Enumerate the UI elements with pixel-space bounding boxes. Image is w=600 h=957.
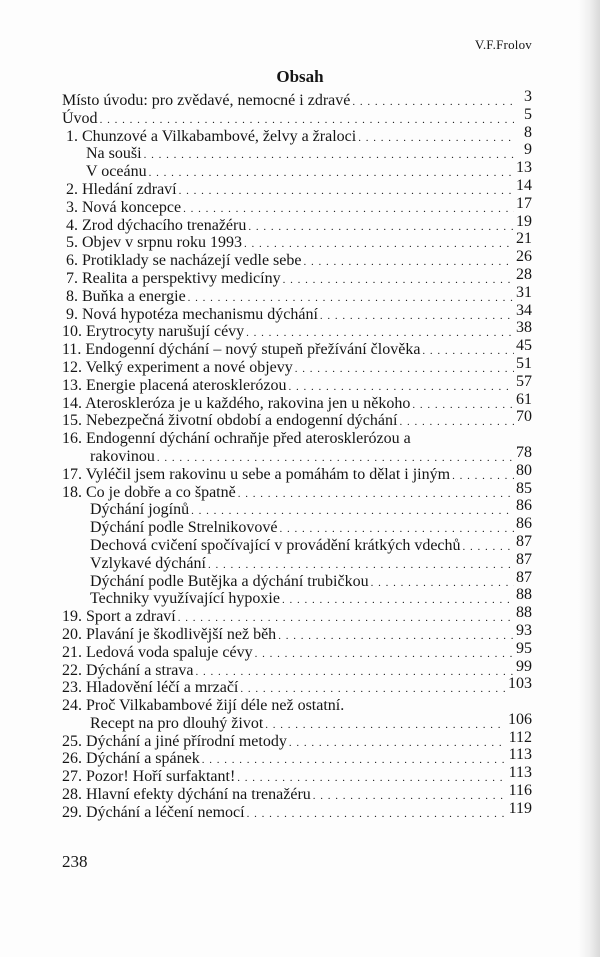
dot-leader	[238, 486, 514, 504]
toc-entry	[62, 123, 532, 146]
toc-entry-title: 22. Dýchání a strava	[62, 661, 194, 679]
toc-entry	[62, 176, 532, 199]
dot-leader	[295, 361, 514, 379]
toc-entry	[62, 443, 532, 466]
toc-entry-title: 20. Plavání je škodlivější než běh	[62, 625, 277, 643]
toc-entry	[62, 301, 532, 324]
toc-entry-page: 21	[516, 230, 532, 248]
toc-entry-title: 9. Nová hypotéza mechanismu dýchání	[66, 305, 318, 323]
toc-entry	[62, 430, 532, 448]
toc-entry	[62, 230, 532, 252]
toc-entry-page: 86	[516, 497, 532, 515]
toc-entry-page: 119	[508, 799, 532, 817]
toc-entry	[62, 408, 532, 430]
toc-entry-title: 17. Vyléčil jsem rakovinu u sebe a pomáhám to dělat i jiným	[62, 465, 451, 483]
toc-entry-page: 9	[524, 141, 532, 159]
dot-leader	[179, 183, 514, 201]
toc-entry-title: Dýchání jogínů	[90, 501, 190, 519]
toc-entry	[62, 461, 532, 484]
toc-entry-page: 13	[516, 159, 532, 177]
toc-entry	[62, 782, 532, 804]
toc-entry	[62, 728, 532, 751]
toc-entry	[62, 532, 532, 555]
toc-entry-page: 14	[516, 176, 532, 194]
toc-entry-title: rakovinou	[90, 447, 155, 465]
dot-leader	[282, 592, 514, 610]
toc-entry	[62, 799, 532, 822]
toc-entry	[62, 194, 532, 217]
toc-entry-page: 28	[516, 265, 532, 283]
toc-entry	[62, 141, 532, 163]
dot-leader	[278, 628, 514, 646]
toc-entry-page: 38	[516, 319, 532, 337]
dot-leader	[422, 343, 514, 361]
toc-entry	[62, 159, 532, 181]
dot-leader	[196, 664, 514, 682]
toc-entry	[62, 568, 532, 591]
dot-leader	[371, 575, 514, 593]
toc-entry-title: 23. Hladovění léčí a mrzačí	[62, 679, 239, 697]
toc-entry	[62, 248, 532, 270]
toc-entry	[62, 764, 532, 786]
toc-entry	[62, 604, 532, 626]
toc-entry-page: 113	[508, 746, 532, 764]
toc-entry-title: 29. Dýchání a léčení nemocí	[62, 803, 245, 821]
toc-entry-page: 19	[516, 212, 532, 230]
toc-entry-title: Dechová cvičení spočívající v provádění krátkých vdechů	[90, 536, 461, 554]
toc-entry	[62, 710, 532, 733]
dot-leader	[320, 308, 514, 326]
dot-leader	[265, 717, 506, 735]
toc-entry-page: 87	[516, 550, 532, 568]
toc-entry-title: 13. Energie placená aterosklerózou	[62, 376, 287, 394]
toc-entry-title: 25. Dýchání a jiné přírodní metody	[62, 732, 287, 750]
toc-entry	[62, 550, 532, 573]
dot-leader	[352, 94, 514, 112]
page-edge-shadow	[578, 0, 600, 957]
toc-entry-title: 28. Hlavní efekty dýchání na trenažéru	[62, 786, 311, 804]
toc-entry-title: Dýchání podle Butějka a dýchání trubičkou	[90, 572, 369, 590]
toc-entry-page: 87	[516, 568, 532, 586]
toc-entry-page: 103	[508, 675, 532, 693]
toc-entry-title: Úvod	[62, 109, 98, 127]
toc-entry-page: 34	[516, 301, 532, 319]
dot-leader	[202, 752, 507, 770]
dot-leader	[248, 219, 514, 237]
toc-entry-title: 24. Proč Vilkabambové žijí déle než ostatní.	[62, 697, 345, 715]
toc-entry-title: 18. Co je dobře a co špatně	[62, 483, 236, 501]
toc-entry-page: 61	[516, 390, 532, 408]
toc-entry-page: 17	[516, 194, 532, 212]
toc-entry	[62, 479, 532, 502]
toc-entry	[62, 88, 532, 110]
toc-entry-title: Dýchání podle Strelnikovové	[90, 519, 278, 537]
toc-entry-page: 112	[508, 728, 532, 746]
dot-leader	[412, 397, 514, 415]
toc-entry-page: 78	[516, 443, 532, 461]
dot-leader	[303, 254, 514, 272]
toc-entry-page: 8	[524, 123, 532, 141]
toc-entry-title: 15. Nebezpečná životní období a endogenní dýchání	[62, 412, 398, 430]
toc-entry-title: Vzlykavé dýchání	[90, 554, 206, 572]
dot-leader	[452, 468, 514, 486]
toc-entry	[62, 746, 532, 768]
toc-entry	[62, 283, 532, 306]
toc-entry	[62, 212, 532, 235]
toc-entry-title: Recept na pro dlouhý život	[90, 714, 264, 732]
toc-entry-page: 85	[516, 479, 532, 497]
toc-entry-title: 14. Ateroskleróza je u každého, rakovina jen u někoho	[62, 394, 411, 412]
toc-entry-title: 8. Buňka a energie	[66, 287, 186, 305]
toc-entry-title: 12. Velký experiment a nové objevy	[62, 358, 293, 376]
dot-leader	[247, 806, 507, 824]
running-head-author: V.F.Frolov	[474, 37, 532, 52]
toc-entry-page: 3	[524, 88, 532, 105]
toc-title: Obsah	[276, 67, 324, 86]
toc-entry-page: 86	[516, 515, 532, 533]
toc-entry-page: 70	[516, 408, 532, 426]
toc-entry	[62, 105, 532, 128]
dot-leader	[149, 165, 514, 183]
dot-leader	[358, 130, 514, 148]
toc-entry-title: 26. Dýchání a spánek	[62, 750, 200, 768]
dot-leader	[283, 272, 514, 290]
toc-entry-title: 1. Chunzové a Vilkabambové, želvy a žraloci	[66, 127, 357, 145]
toc-entry	[62, 515, 532, 537]
page-number: 238	[62, 852, 88, 871]
toc-entry-title: 2. Hledání zdraví	[66, 180, 177, 198]
toc-entry-page: 113	[508, 764, 532, 782]
dot-leader	[399, 414, 514, 432]
dot-leader	[289, 735, 507, 753]
toc-entry	[62, 319, 532, 341]
toc-entry-page: 116	[508, 782, 532, 800]
toc-entry-page: 57	[516, 372, 532, 390]
toc-entry-title: 27. Pozor! Hoří surfaktant!	[62, 768, 236, 786]
toc-entry	[62, 265, 532, 288]
toc-entry-title: 16. Endogenní dýchání ochraňje před aterosklerózou a	[62, 430, 411, 448]
toc-entry-page: 88	[516, 586, 532, 604]
toc-entry-page: 87	[516, 532, 532, 550]
toc-entry-title: 10. Erytrocyty narušují cévy	[62, 323, 245, 341]
toc-entry-title: 19. Sport a zdraví	[62, 608, 176, 626]
dot-leader	[313, 788, 507, 806]
toc-entry-page: 99	[516, 657, 532, 675]
toc-entry-page: 51	[516, 354, 532, 372]
toc-entry-title: 3. Nová koncepce	[66, 198, 182, 216]
toc-entry	[62, 372, 532, 395]
toc-entry-page: 45	[516, 337, 532, 355]
toc-entry	[62, 621, 532, 644]
toc-entry-title: 7. Realita a perspektivy medicíny	[66, 269, 281, 287]
toc-entry-page: 93	[516, 621, 532, 639]
toc-entry-title: 5. Objev v srpnu roku 1993	[66, 234, 242, 252]
toc-entry-title: 21. Ledová voda spaluje cévy	[62, 643, 253, 661]
toc-entry-title: Techniky využívající hypoxie	[90, 590, 280, 608]
toc-entry	[62, 639, 532, 662]
toc-entry-title: 6. Protiklady se nacházejí vedle sebe	[66, 252, 302, 270]
toc-entry-page: 88	[516, 604, 532, 622]
toc-entry-title: Místo úvodu: pro zvědavé, nemocné i zdravé	[62, 92, 351, 109]
toc-entry-title: 11. Endogenní dýchání – nový stupeň přežívání člověka	[62, 341, 421, 359]
toc-entry-page: 5	[524, 105, 532, 123]
toc-entry	[62, 354, 532, 377]
toc-entry-title: Na souši	[86, 145, 142, 163]
table-of-contents	[62, 88, 532, 822]
toc-entry-title: V oceánu	[86, 163, 147, 181]
toc-entry	[62, 657, 532, 680]
toc-entry	[62, 497, 532, 519]
toc-entry	[62, 390, 532, 413]
toc-entry	[62, 586, 532, 608]
toc-entry-page: 31	[516, 283, 532, 301]
toc-entry-title: 4. Zrod dýchacího trenažéru	[66, 216, 247, 234]
toc-entry	[62, 337, 532, 359]
dot-leader	[255, 646, 514, 664]
toc-entry-page: 26	[516, 248, 532, 266]
toc-entry-page: 95	[516, 639, 532, 657]
toc-entry-page: 80	[516, 461, 532, 479]
toc-entry-page: 106	[508, 710, 532, 728]
toc-entry	[62, 697, 532, 715]
toc-entry	[62, 675, 532, 697]
dot-leader	[463, 539, 514, 557]
dot-leader	[144, 147, 514, 165]
